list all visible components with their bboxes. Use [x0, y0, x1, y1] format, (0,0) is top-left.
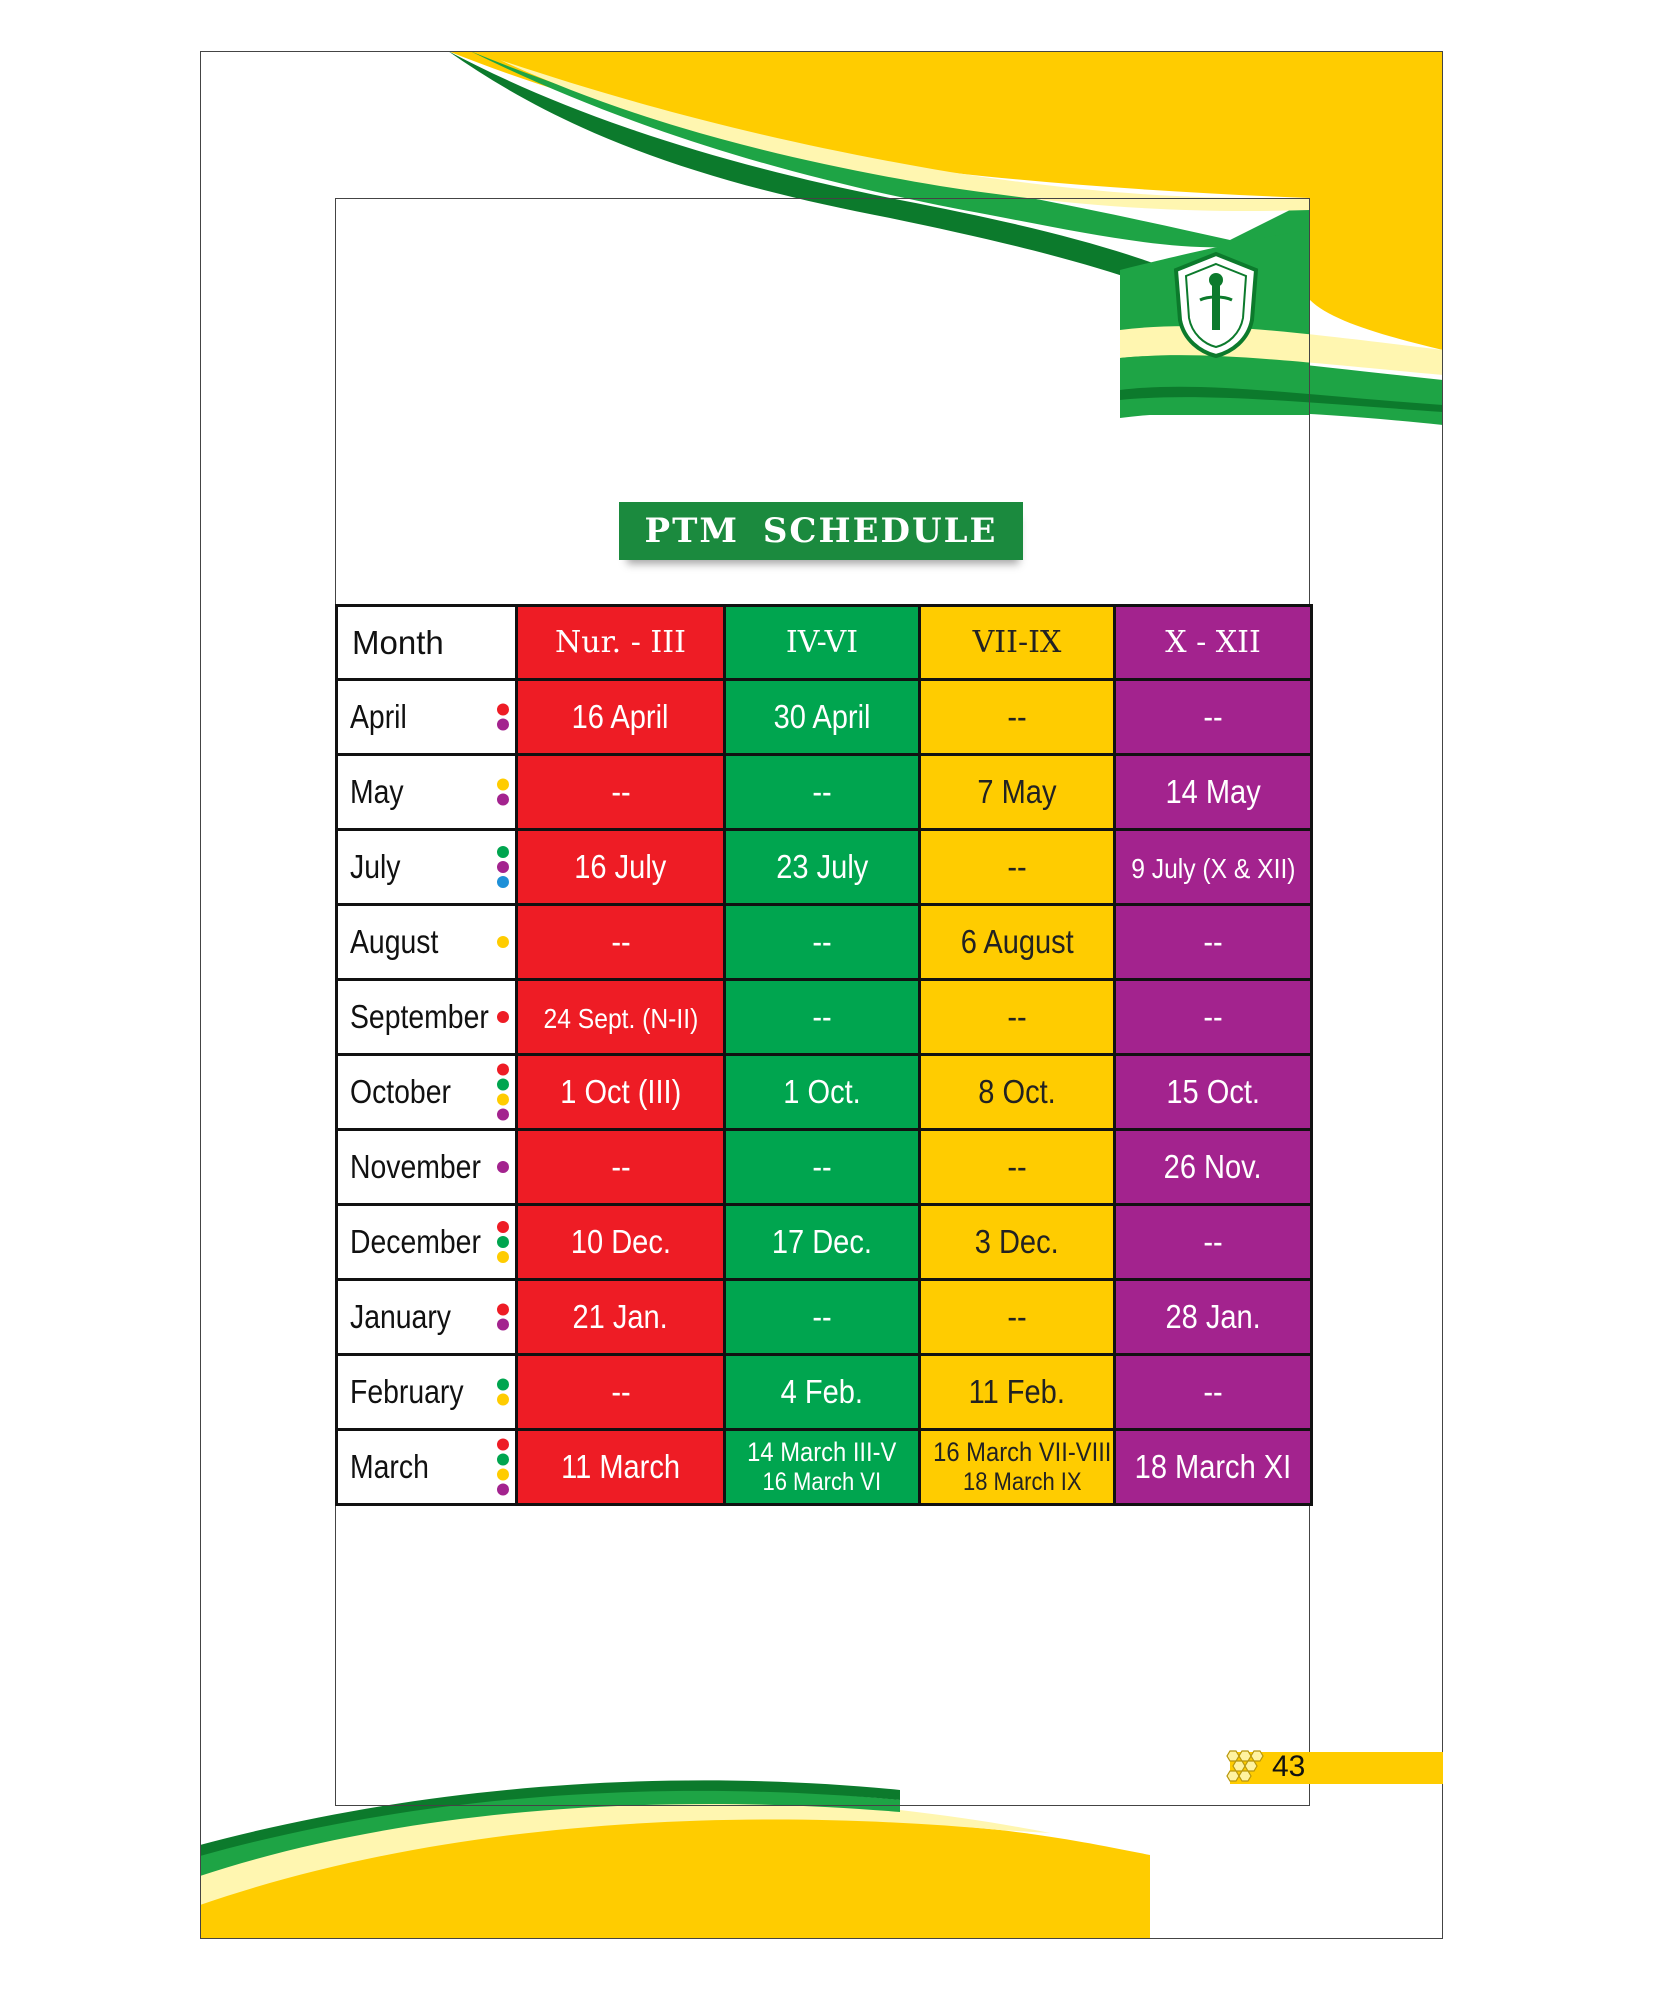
schedule-cell	[725, 1205, 920, 1280]
schedule-cell	[725, 980, 920, 1055]
schedule-value: 16 April	[572, 698, 669, 735]
schedule-cell	[517, 830, 725, 905]
group-indicator-dots	[497, 1161, 509, 1173]
month-cell	[337, 830, 517, 905]
purple-dot-icon	[497, 794, 509, 806]
schedule-cell	[1115, 905, 1312, 980]
schedule-cell	[1115, 1055, 1312, 1130]
schedule-cell	[1115, 1130, 1312, 1205]
schedule-cell	[920, 905, 1115, 980]
schedule-cell	[517, 1280, 725, 1355]
red-dot-icon	[497, 1011, 509, 1023]
month-cell	[337, 1205, 517, 1280]
column-header-iv-vi: IV-VI	[725, 606, 920, 680]
schedule-value: 9 July (X & XII)	[1130, 853, 1296, 884]
schedule-cell	[725, 1355, 920, 1430]
table-header-row	[337, 606, 1312, 680]
group-indicator-dots	[497, 1221, 509, 1263]
schedule-value: --	[610, 923, 631, 960]
month-cell	[337, 680, 517, 755]
schedule-value-line: 16 March VII-VIII	[933, 1436, 1112, 1467]
table-row	[337, 755, 1312, 830]
blue-dot-icon	[497, 876, 509, 888]
schedule-value: --	[812, 998, 832, 1035]
schedule-value: 15 Oct.	[1166, 1073, 1260, 1110]
table-row	[337, 1280, 1312, 1355]
month-label: January	[350, 1298, 451, 1335]
yellow-dot-icon	[497, 1094, 509, 1106]
schedule-value: 4 Feb.	[780, 1373, 864, 1410]
column-header-nur-iii: Nur. - III	[517, 606, 725, 680]
schedule-cell	[1115, 1205, 1312, 1280]
schedule-value: 8 Oct.	[978, 1073, 1056, 1110]
schedule-value: --	[1007, 848, 1027, 885]
group-indicator-dots	[497, 1304, 509, 1331]
schedule-cell	[725, 755, 920, 830]
schedule-value: --	[1007, 998, 1027, 1035]
group-indicator-dots	[497, 1011, 509, 1023]
schedule-cell	[725, 1280, 920, 1355]
month-cell	[337, 755, 517, 830]
schedule-value: --	[610, 1148, 631, 1185]
purple-dot-icon	[497, 861, 509, 873]
schedule-cell	[920, 680, 1115, 755]
schedule-value: --	[610, 773, 631, 810]
school-crest-icon	[1168, 250, 1264, 360]
schedule-cell	[725, 1130, 920, 1205]
month-label: May	[350, 773, 404, 810]
month-cell	[337, 980, 517, 1055]
schedule-cell	[1115, 755, 1312, 830]
red-dot-icon	[497, 1064, 509, 1076]
honeycomb-icon	[1222, 1749, 1266, 1785]
schedule-value: 11 March	[561, 1448, 680, 1485]
schedule-value: 11 Feb.	[968, 1373, 1066, 1410]
schedule-value: --	[1203, 998, 1223, 1035]
schedule-cell	[725, 1055, 920, 1130]
schedule-value: --	[812, 923, 832, 960]
schedule-value-line: 18 March IX	[962, 1467, 1082, 1496]
schedule-value: 23 July	[775, 848, 869, 885]
table-row	[337, 1205, 1312, 1280]
month-label: February	[350, 1373, 464, 1410]
schedule-cell	[725, 680, 920, 755]
schedule-value: 26 Nov.	[1164, 1148, 1262, 1185]
month-label: July	[350, 848, 401, 885]
red-dot-icon	[497, 1304, 509, 1316]
schedule-cell	[517, 980, 725, 1055]
page-number: 43	[1272, 1750, 1306, 1783]
schedule-value: 3 Dec.	[975, 1223, 1059, 1260]
table-row	[337, 1355, 1312, 1430]
schedule-value: 16 July	[574, 848, 667, 885]
schedule-value: 28 Jan.	[1165, 1298, 1261, 1335]
month-label: December	[350, 1223, 481, 1260]
group-indicator-dots	[497, 1379, 509, 1406]
purple-dot-icon	[497, 1319, 509, 1331]
column-header-month: Month	[337, 606, 517, 680]
schedule-value: 30 April	[773, 698, 871, 735]
schedule-cell	[517, 1130, 725, 1205]
table-row	[337, 905, 1312, 980]
page-title: PTM SCHEDULE	[619, 502, 1023, 560]
month-cell	[337, 1355, 517, 1430]
month-cell	[337, 1280, 517, 1355]
month-label: April	[350, 698, 407, 735]
yellow-dot-icon	[497, 1251, 509, 1263]
month-cell	[337, 1130, 517, 1205]
schedule-cell	[517, 1055, 725, 1130]
purple-dot-icon	[497, 1484, 509, 1496]
group-indicator-dots	[497, 1064, 509, 1121]
schedule-cell	[517, 905, 725, 980]
schedule-cell	[1115, 980, 1312, 1055]
schedule-value: --	[1203, 698, 1223, 735]
yellow-dot-icon	[497, 1394, 509, 1406]
table-row	[337, 680, 1312, 755]
month-label: September	[350, 998, 489, 1035]
schedule-value: 14 May	[1165, 773, 1261, 810]
schedule-cell	[517, 755, 725, 830]
month-cell	[337, 905, 517, 980]
schedule-value-line: 16 March VI	[762, 1467, 882, 1496]
yellow-dot-icon	[497, 779, 509, 791]
red-dot-icon	[497, 1221, 509, 1233]
green-dot-icon	[497, 1236, 509, 1248]
green-dot-icon	[497, 1079, 509, 1091]
schedule-value: --	[812, 1298, 832, 1335]
schedule-value: --	[1203, 1223, 1223, 1260]
group-indicator-dots	[497, 1439, 509, 1496]
schedule-cell	[920, 755, 1115, 830]
schedule-value: 6 August	[960, 923, 1074, 960]
month-cell	[337, 1055, 517, 1130]
schedule-value: 21 Jan.	[572, 1298, 669, 1335]
schedule-value: 1 Oct (III)	[559, 1073, 681, 1110]
schedule-value: 18 March XI	[1134, 1448, 1292, 1485]
schedule-cell	[920, 1130, 1115, 1205]
purple-dot-icon	[497, 1161, 509, 1173]
red-dot-icon	[497, 1439, 509, 1451]
yellow-dot-icon	[497, 936, 509, 948]
schedule-value: 1 Oct.	[783, 1073, 861, 1110]
group-indicator-dots	[497, 936, 509, 948]
schedule-value: --	[1007, 1298, 1027, 1335]
schedule-cell	[1115, 830, 1312, 905]
schedule-cell	[920, 830, 1115, 905]
table-row	[337, 1130, 1312, 1205]
schedule-cell	[725, 905, 920, 980]
schedule-value: --	[1203, 1373, 1223, 1410]
green-dot-icon	[497, 846, 509, 858]
column-header-x-xii: X - XII	[1115, 606, 1312, 680]
green-dot-icon	[497, 1454, 509, 1466]
red-dot-icon	[497, 704, 509, 716]
schedule-value: --	[610, 1373, 631, 1410]
month-cell	[337, 1430, 517, 1505]
ptm-schedule-table	[335, 604, 1313, 1506]
schedule-cell	[517, 1430, 725, 1505]
schedule-value-multi	[747, 1437, 896, 1497]
group-indicator-dots	[497, 704, 509, 731]
schedule-cell	[920, 1280, 1115, 1355]
group-indicator-dots	[497, 779, 509, 806]
schedule-value-multi	[933, 1437, 1111, 1497]
schedule-value: --	[812, 773, 832, 810]
month-label: March	[350, 1448, 429, 1485]
schedule-cell	[1115, 680, 1312, 755]
schedule-value: 24 Sept. (N-II)	[543, 1003, 698, 1034]
month-label: August	[350, 923, 439, 960]
month-label: November	[350, 1148, 481, 1185]
schedule-value: --	[812, 1148, 832, 1185]
table-row	[337, 980, 1312, 1055]
schedule-cell	[1115, 1355, 1312, 1430]
schedule-value: 17 Dec.	[771, 1223, 873, 1260]
table-row	[337, 830, 1312, 905]
purple-dot-icon	[497, 719, 509, 731]
schedule-cell	[1115, 1280, 1312, 1355]
yellow-dot-icon	[497, 1469, 509, 1481]
column-header-vii-ix: VII-IX	[920, 606, 1115, 680]
schedule-value: --	[1203, 923, 1223, 960]
purple-dot-icon	[497, 1109, 509, 1121]
schedule-value: --	[1007, 698, 1027, 735]
schedule-value-line: 14 March III-V	[747, 1436, 897, 1467]
schedule-cell	[920, 1430, 1115, 1505]
schedule-cell	[517, 1205, 725, 1280]
schedule-cell	[920, 1055, 1115, 1130]
schedule-cell	[920, 980, 1115, 1055]
table-row	[337, 1055, 1312, 1130]
schedule-value: 7 May	[977, 773, 1057, 810]
schedule-cell	[920, 1355, 1115, 1430]
schedule-cell	[517, 680, 725, 755]
group-indicator-dots	[497, 846, 509, 888]
schedule-value: 10 Dec.	[570, 1223, 671, 1260]
schedule-cell	[517, 1355, 725, 1430]
green-dot-icon	[497, 1379, 509, 1391]
schedule-cell	[920, 1205, 1115, 1280]
month-label: October	[350, 1073, 451, 1110]
table-row	[337, 1430, 1312, 1505]
schedule-cell	[725, 830, 920, 905]
schedule-value: --	[1007, 1148, 1027, 1185]
schedule-cell	[725, 1430, 920, 1505]
schedule-cell	[1115, 1430, 1312, 1505]
